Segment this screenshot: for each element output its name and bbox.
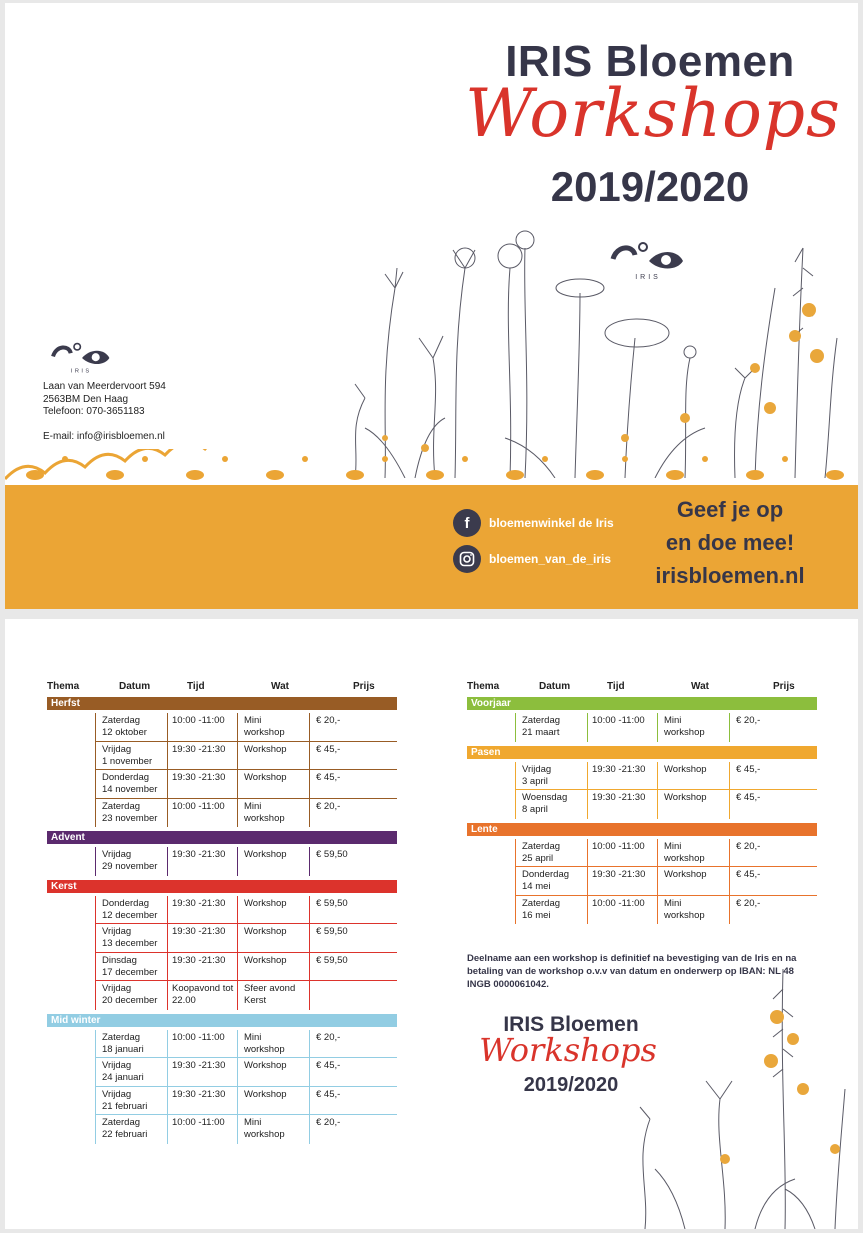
wat-line: Workshop — [244, 772, 287, 783]
cell-datum — [515, 713, 587, 742]
cell-datum — [95, 847, 167, 876]
header-tijd: Tijd — [187, 681, 205, 692]
datum-line: Vrijdag — [102, 743, 132, 755]
header-prijs: Prijs — [353, 681, 375, 692]
datum-line: 17 december — [102, 966, 158, 978]
table-row — [467, 790, 817, 819]
table-row — [467, 762, 817, 791]
wat-line: Mini — [244, 1031, 262, 1043]
cta-line-2: en doe mee! — [665, 530, 795, 555]
datum-line: Woensdag — [522, 792, 568, 803]
schedule-right-column — [467, 681, 817, 928]
table-row — [467, 839, 817, 868]
datum-line: 18 januari — [102, 1043, 144, 1055]
theme-label: Voorjaar — [467, 697, 817, 710]
cell-prijs: € 59,50 — [309, 924, 385, 953]
theme-section-voorjaar — [467, 697, 817, 742]
cell-wat — [237, 924, 309, 953]
header-wat: Wat — [271, 681, 289, 692]
cell-prijs: € 45,- — [309, 770, 385, 799]
header-datum: Datum — [539, 681, 571, 692]
cell-prijs: € 59,50 — [309, 847, 385, 876]
cell-tijd: 10:00 -11:00 — [587, 839, 657, 868]
header-datum: Datum — [119, 681, 151, 692]
call-to-action — [645, 493, 815, 592]
theme-label: Herfst — [47, 697, 397, 710]
address-email[interactable]: E-mail: info@irisbloemen.nl — [43, 430, 165, 442]
wat-line: Workshop — [244, 954, 287, 966]
cell-datum — [95, 742, 167, 771]
cta-website[interactable]: irisbloemen.nl — [655, 563, 805, 588]
cell-datum — [95, 924, 167, 953]
datum-line: Vrijdag — [102, 983, 132, 994]
iris-logo-small-text: IRIS — [70, 368, 92, 375]
wat-line: Mini — [664, 715, 682, 726]
cover-title: IRIS Bloemen — [505, 37, 795, 86]
theme-label: Kerst — [47, 880, 397, 893]
table-header — [467, 681, 817, 697]
table-row — [47, 981, 397, 1010]
iris-logo-small — [45, 340, 111, 376]
table-row — [47, 799, 397, 828]
wat-line: workshop — [664, 852, 705, 864]
cell-tijd: 19:30 -21:30 — [167, 847, 237, 876]
datum-line: Zaterdag — [522, 715, 561, 726]
theme-section-herfst — [47, 697, 397, 827]
address-street: Laan van Meerdervoort 594 — [43, 381, 166, 392]
wat-line: Workshop — [664, 869, 707, 880]
cell-wat — [657, 713, 729, 742]
wat-line: Mini — [244, 1117, 262, 1128]
theme-section-lente — [467, 823, 817, 925]
theme-list — [47, 697, 397, 1144]
cta-line-1: Geef je op — [676, 497, 784, 522]
facebook-icon: f — [453, 509, 481, 537]
datum-line: Vrijdag — [522, 763, 552, 775]
datum-line: 13 december — [102, 938, 158, 949]
datum-line: Donderdag — [102, 897, 150, 909]
wat-line: Sfeer avond — [244, 983, 296, 994]
theme-section-kerst — [47, 880, 397, 1010]
theme-label: Lente — [467, 823, 817, 836]
cell-tijd: 10:00 -11:00 — [167, 799, 237, 828]
wat-line: workshop — [664, 727, 705, 738]
theme-section-mid-winter — [47, 1014, 397, 1144]
cell-prijs — [309, 981, 385, 1010]
wat-line: Mini — [664, 897, 682, 909]
cell-datum — [95, 953, 167, 982]
wat-line: Workshop — [244, 926, 287, 937]
cell-wat — [237, 713, 309, 742]
table-row — [467, 896, 817, 925]
cell-datum — [95, 1030, 167, 1059]
instagram-link[interactable] — [453, 545, 611, 573]
cell-wat — [657, 839, 729, 868]
cell-wat — [657, 762, 729, 791]
address-phone: Telefoon: 070-3651183 — [43, 406, 145, 417]
wat-line: workshop — [244, 1043, 285, 1055]
cell-datum — [95, 1058, 167, 1087]
datum-line: Zaterdag — [102, 1031, 141, 1043]
cell-tijd: 10:00 -11:00 — [167, 713, 237, 742]
table-row — [47, 713, 397, 742]
cell-datum — [515, 896, 587, 925]
mini-title-year: 2019/2020 — [523, 1074, 619, 1096]
table-row — [47, 896, 397, 925]
wat-line: workshop — [664, 909, 705, 921]
cell-wat — [237, 953, 309, 982]
cell-tijd: 19:30 -21:30 — [167, 924, 237, 953]
header-thema: Thema — [467, 681, 500, 692]
datum-line: 25 april — [522, 852, 554, 864]
cell-tijd: 19:30 -21:30 — [587, 867, 657, 896]
wat-line: Workshop — [244, 1060, 287, 1071]
facebook-link[interactable] — [453, 509, 614, 537]
datum-line: Vrijdag — [102, 1088, 132, 1100]
mini-title-script: Workshops — [479, 1031, 657, 1069]
cell-datum — [95, 799, 167, 828]
cell-wat — [237, 1058, 309, 1087]
header-wat: Wat — [691, 681, 709, 692]
cell-prijs: € 20,- — [309, 1030, 385, 1059]
address-block — [43, 381, 166, 443]
datum-line: Donderdag — [522, 869, 570, 880]
cell-datum — [515, 762, 587, 791]
wildflower-illustration — [325, 228, 858, 478]
wat-line: Workshop — [664, 763, 707, 775]
table-row — [47, 1058, 397, 1087]
cell-prijs: € 45,- — [729, 790, 805, 819]
datum-line: 14 mei — [522, 881, 551, 892]
cell-tijd: 10:00 -11:00 — [167, 1030, 237, 1059]
table-row — [47, 742, 397, 771]
cell-tijd: 19:30 -21:30 — [587, 790, 657, 819]
cell-wat — [237, 770, 309, 799]
schedule-page — [5, 619, 858, 1229]
wat-line: Workshop — [244, 1088, 287, 1100]
datum-line: 21 februari — [102, 1100, 148, 1112]
cell-datum — [515, 790, 587, 819]
datum-line: Donderdag — [102, 772, 150, 783]
cell-prijs: € 20,- — [309, 713, 385, 742]
cell-prijs: € 20,- — [309, 799, 385, 828]
datum-line: 20 december — [102, 995, 158, 1006]
datum-line: Zaterdag — [102, 1117, 141, 1128]
iris-logo-text: IRIS — [635, 274, 661, 281]
table-row — [47, 847, 397, 876]
theme-label: Mid winter — [47, 1014, 397, 1027]
datum-line: Zaterdag — [522, 897, 561, 909]
cell-datum — [95, 1115, 167, 1144]
facebook-handle: bloemenwinkel de Iris — [489, 516, 614, 530]
wat-line: Kerst — [244, 995, 267, 1006]
cell-prijs: € 20,- — [729, 839, 805, 868]
table-row — [47, 924, 397, 953]
cell-prijs: € 59,50 — [309, 896, 385, 925]
wat-line: Mini — [244, 715, 262, 726]
wat-line: Mini — [244, 800, 262, 812]
cell-wat — [237, 799, 309, 828]
cell-tijd: Koopavond tot 22.00 — [167, 981, 237, 1010]
cell-datum — [95, 896, 167, 925]
wat-line: Workshop — [244, 743, 287, 755]
cell-wat — [237, 896, 309, 925]
cell-tijd: 10:00 -11:00 — [587, 896, 657, 925]
datum-line: 14 november — [102, 784, 158, 795]
wat-line: Workshop — [244, 897, 287, 909]
booking-note: Deelname aan een workshop is definitief na bevestiging van de Iris en na betaling van de workshop o.v.v van datum en onderwerp op IBAN: NL 48 INGB 0000061042. — [467, 953, 797, 990]
table-row — [47, 1030, 397, 1059]
schedule-left-column — [47, 681, 397, 1148]
datum-line: Vrijdag — [102, 926, 132, 937]
datum-line: 1 november — [102, 755, 153, 767]
cell-wat — [237, 847, 309, 876]
cell-prijs: € 45,- — [729, 867, 805, 896]
wat-line: workshop — [244, 1129, 285, 1140]
cell-prijs: € 20,- — [729, 896, 805, 925]
datum-line: 12 december — [102, 909, 158, 921]
header-tijd: Tijd — [607, 681, 625, 692]
wat-line: workshop — [244, 727, 285, 738]
cover-title-script: Workshops — [465, 75, 841, 152]
wat-line: workshop — [244, 812, 285, 824]
datum-line: Vrijdag — [102, 849, 132, 860]
datum-line: 21 maart — [522, 727, 560, 738]
table-row — [47, 953, 397, 982]
cell-tijd: 19:30 -21:30 — [587, 762, 657, 791]
cell-prijs: € 45,- — [729, 762, 805, 791]
table-row — [467, 713, 817, 742]
cell-prijs: € 59,50 — [309, 953, 385, 982]
datum-line: 12 oktober — [102, 727, 147, 738]
cell-tijd: 19:30 -21:30 — [167, 896, 237, 925]
table-row — [47, 1115, 397, 1144]
datum-line: 16 mei — [522, 909, 551, 921]
cell-datum — [95, 1087, 167, 1116]
cell-wat — [237, 742, 309, 771]
cell-wat — [657, 790, 729, 819]
theme-section-pasen — [467, 746, 817, 819]
datum-line: Vrijdag — [102, 1060, 132, 1071]
cover-year: 2019/2020 — [550, 163, 750, 210]
cell-tijd: 10:00 -11:00 — [587, 713, 657, 742]
datum-line: 23 november — [102, 812, 158, 824]
table-row — [47, 770, 397, 799]
cell-datum — [515, 839, 587, 868]
datum-line: 24 januari — [102, 1072, 144, 1083]
theme-section-advent — [47, 831, 397, 876]
cell-wat — [657, 867, 729, 896]
table-row — [467, 867, 817, 896]
cell-prijs: € 45,- — [309, 1058, 385, 1087]
cell-tijd: 19:30 -21:30 — [167, 1087, 237, 1116]
cell-tijd: 19:30 -21:30 — [167, 953, 237, 982]
cell-wat — [657, 896, 729, 925]
instagram-handle: bloemen_van_de_iris — [489, 552, 612, 566]
datum-line: 29 november — [102, 861, 158, 872]
header-thema: Thema — [47, 681, 80, 692]
cell-prijs: € 45,- — [309, 742, 385, 771]
table-header — [47, 681, 397, 697]
logo-pattern-border — [5, 449, 858, 485]
cell-tijd: 19:30 -21:30 — [167, 770, 237, 799]
cell-prijs: € 20,- — [309, 1115, 385, 1144]
datum-line: Zaterdag — [102, 715, 141, 726]
cell-tijd: 19:30 -21:30 — [167, 742, 237, 771]
cell-tijd: 10:00 -11:00 — [167, 1115, 237, 1144]
cell-datum — [95, 713, 167, 742]
header-prijs: Prijs — [773, 681, 795, 692]
cell-wat — [237, 981, 309, 1010]
theme-label: Advent — [47, 831, 397, 844]
wat-line: Workshop — [244, 849, 287, 860]
wat-line: Workshop — [664, 792, 707, 803]
cell-datum — [515, 867, 587, 896]
datum-line: 22 februari — [102, 1129, 148, 1140]
cell-datum — [95, 770, 167, 799]
datum-line: Zaterdag — [522, 840, 561, 852]
cell-wat — [237, 1087, 309, 1116]
theme-label: Pasen — [467, 746, 817, 759]
wat-line: Mini — [664, 840, 682, 852]
cell-tijd: 19:30 -21:30 — [167, 1058, 237, 1087]
table-row — [47, 1087, 397, 1116]
iris-logo — [603, 239, 685, 283]
datum-line: Dinsdag — [102, 954, 137, 966]
cell-prijs: € 45,- — [309, 1087, 385, 1116]
datum-line: 8 april — [522, 804, 548, 815]
theme-list — [467, 697, 817, 924]
mini-title: IRIS Bloemen — [503, 1013, 639, 1036]
datum-line: Zaterdag — [102, 800, 141, 812]
cover-page — [5, 3, 858, 609]
instagram-icon — [453, 545, 481, 573]
cell-wat — [237, 1115, 309, 1144]
cell-prijs: € 20,- — [729, 713, 805, 742]
address-city: 2563BM Den Haag — [43, 393, 129, 405]
cell-datum — [95, 981, 167, 1010]
cell-wat — [237, 1030, 309, 1059]
datum-line: 3 april — [522, 775, 548, 787]
